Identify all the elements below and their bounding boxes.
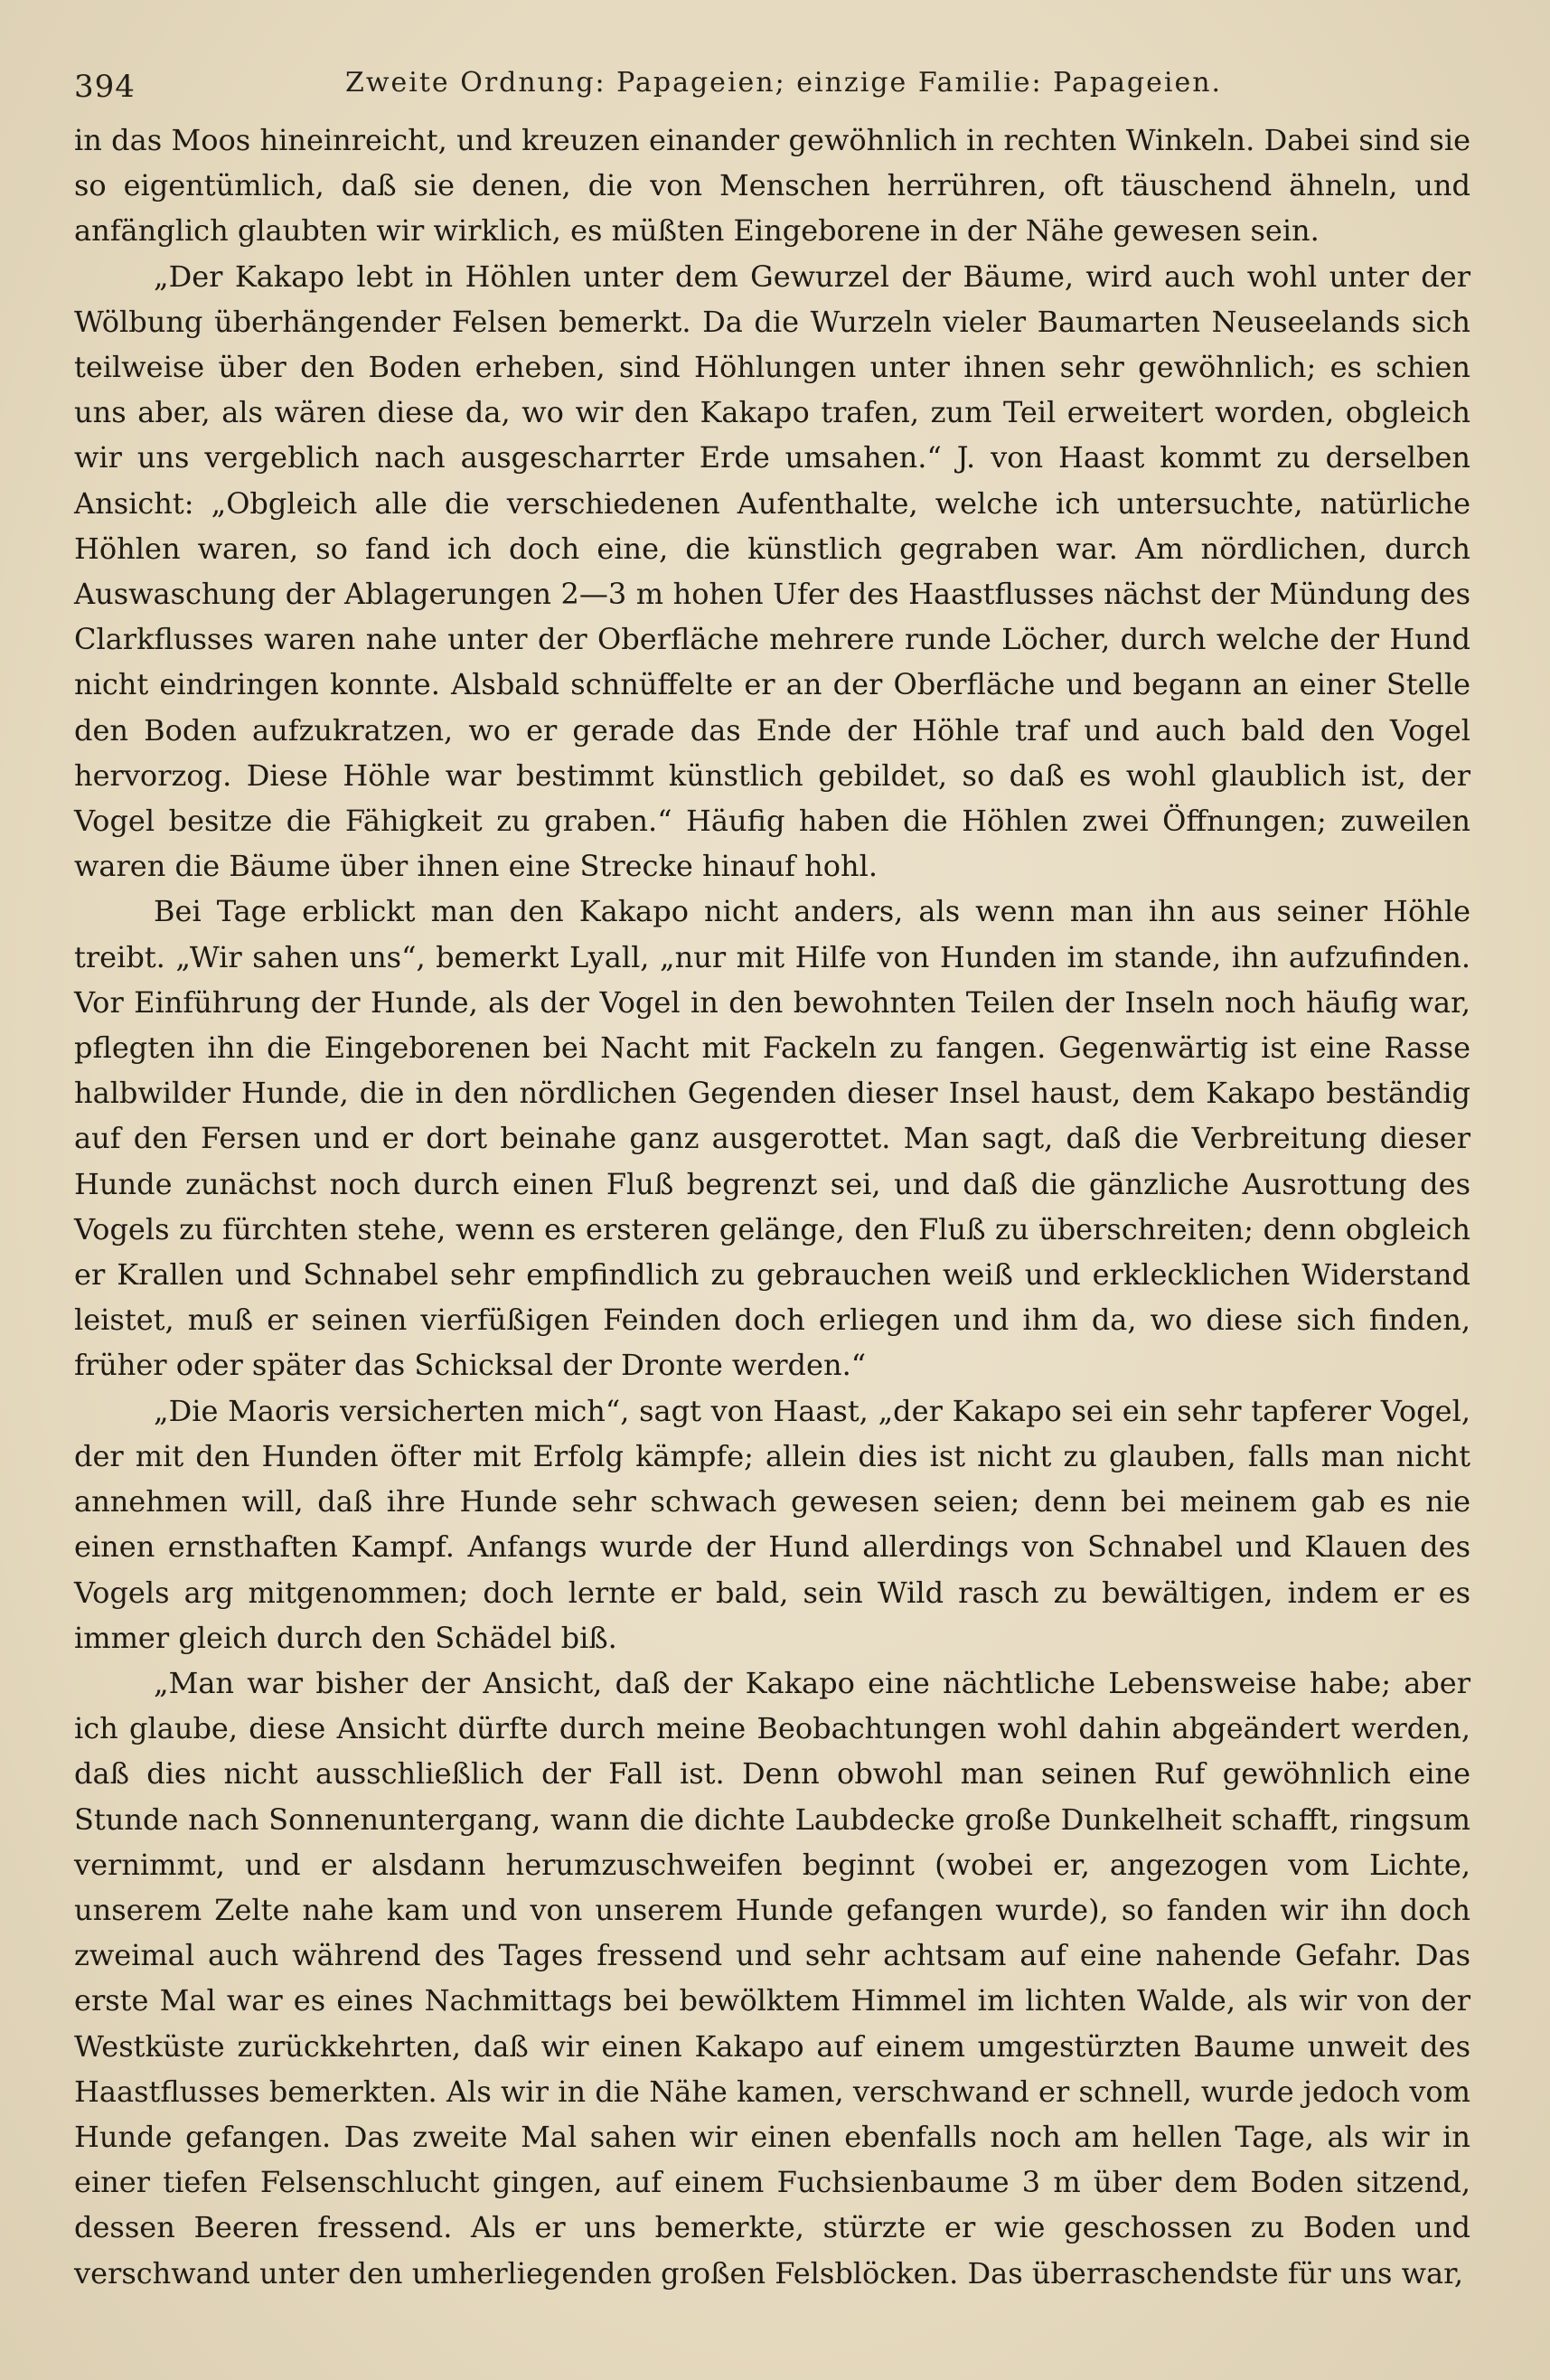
- paragraph: „Die Maoris versicherten mich“, sagt von Haast, „der Kakapo sei ein sehr tapferer Vogel, der mit den Hunden öfter mit Erfolg kämpfe; allein dies ist nicht zu glauben, falls man nicht annehmen will, daß ihre Hunde sehr schwach gewesen seien; denn bei meinem gab es nie einen ernsthaften Kampf. Anfangs wurde der Hund allerdings von Schnabel und Klauen des Vogels arg mitgenommen; doch lernte er bald, sein Wild rasch zu bewältigen, indem er es immer gleich durch den Schädel biß.: [74, 1393, 1470, 1655]
- paragraph: „Der Kakapo lebt in Höhlen unter dem Gewurzel der Bäume, wird auch wohl unter der Wölbung überhängender Felsen bemerkt. Da die Wurzeln vieler Baumarten Neuseelands sich teilweise über den Boden erheben, sind Höhlungen unter ihnen sehr gewöhnlich; es schien uns aber, als wären diese da, wo wir den Kakapo trafen, zum Teil erweitert worden, obgleich wir uns vergeblich nach ausgescharrter Erde umsahen.“ J. von Haast kommt zu derselben Ansicht: „Obgleich alle die verschiedenen Aufenthalte, welche ich untersuchte, natürliche Höhlen waren, so fand ich doch eine, die künstlich gegraben war. Am nördlichen, durch Auswaschung der Ablagerungen 2—3 m hohen Ufer des Haastflusses nächst der Mündung des Clarkflusses waren nahe unter der Oberfläche mehrere runde Löcher, durch welche der Hund nicht eindringen konnte. Alsbald schnüffelte er an der Oberfläche und begann an einer Stelle den Boden aufzukratzen, wo er gerade das Ende der Höhle traf und auch bald den Vogel hervorzog. Diese Höhle war bestimmt künstlich gebildet, so daß es wohl glaublich ist, der Vogel besitze die Fähigkeit zu graben.“ Häufig haben die Höhlen zwei Öffnungen; zuweilen waren die Bäume über ihnen eine Strecke hinauf hohl.: [74, 259, 1470, 884]
- body-text: [74, 118, 1470, 2296]
- page-header: [74, 63, 1484, 108]
- paragraph: „Man war bisher der Ansicht, daß der Kakapo eine nächtliche Lebensweise habe; aber ich glaube, diese Ansicht dürfte durch meine Beobachtungen wohl dahin abgeändert werden, daß dies nicht ausschließlich der Fall ist. Denn obwohl man seinen Ruf gewöhnlich eine Stunde nach Sonnenuntergang, wann die dichte Laubdecke große Dunkelheit schafft, ringsum vernimmt, und er alsdann herumzuschweifen beginnt (wobei er, angezogen vom Lichte, unserem Zelte nahe kam und von unserem Hunde gefangen wurde), so fanden wir ihn doch zweimal auch während des Tages fressend und sehr achtsam auf eine nahende Gefahr. Das erste Mal war es eines Nachmittags bei bewölktem Himmel im lichten Walde, als wir von der Westküste zurückkehrten, daß wir einen Kakapo auf einem umgestürzten Baume unweit des Haastflusses bemerkten. Als wir in die Nähe kamen, verschwand er schnell, wurde jedoch vom Hunde gefangen. Das zweite Mal sahen wir einen ebenfalls noch am hellen Tage, als wir in einer tiefen Felsenschlucht gingen, auf einem Fuchsienbaume 3 m über dem Boden sitzend, dessen Beeren fressend. Als er uns bemerkte, stürzte er wie geschossen zu Boden und verschwand unter den umherliegenden großen Felsblöcken. Das überraschendste für uns war,: [74, 1665, 1470, 2291]
- page-number: 394: [74, 69, 136, 105]
- paragraph: Bei Tage erblickt man den Kakapo nicht anders, als wenn man ihn aus seiner Höhle treibt. „Wir sahen uns“, bemerkt Lyall, „nur mit Hilfe von Hunden im stande, ihn aufzufinden. Vor Einführung der Hunde, als der Vogel in den bewohnten Teilen der Inseln noch häufig war, pflegten ihn die Eingeborenen bei Nacht mit Fackeln zu fangen. Gegenwärtig ist eine Rasse halbwilder Hunde, die in den nördlichen Gegenden dieser Insel haust, dem Kakapo beständig auf den Fersen und er dort beinahe ganz ausgerottet. Man sagt, daß die Verbreitung dieser Hunde zunächst noch durch einen Fluß begrenzt sei, und daß die gänzliche Ausrottung des Vogels zu fürchten stehe, wenn es ersteren gelänge, den Fluß zu überschreiten; denn obgleich er Krallen und Schnabel sehr empfindlich zu gebrauchen weiß und erklecklichen Widerstand leistet, muß er seinen vierfüßigen Feinden doch erliegen und ihm da, wo diese sich finden, früher oder später das Schicksal der Dronte werden.“: [74, 894, 1470, 1383]
- paragraph: in das Moos hineinreicht, und kreuzen einander gewöhnlich in rechten Winkeln. Dabei sind sie so eigentümlich, daß sie denen, die von Menschen herrühren, oft täuschend ähneln, und anfänglich glaubten wir wirklich, es müßten Eingeborene in der Nähe gewesen sein.: [74, 123, 1470, 249]
- running-head: Zweite Ordnung: Papageien; einzige Familie: Papageien.: [345, 67, 1223, 99]
